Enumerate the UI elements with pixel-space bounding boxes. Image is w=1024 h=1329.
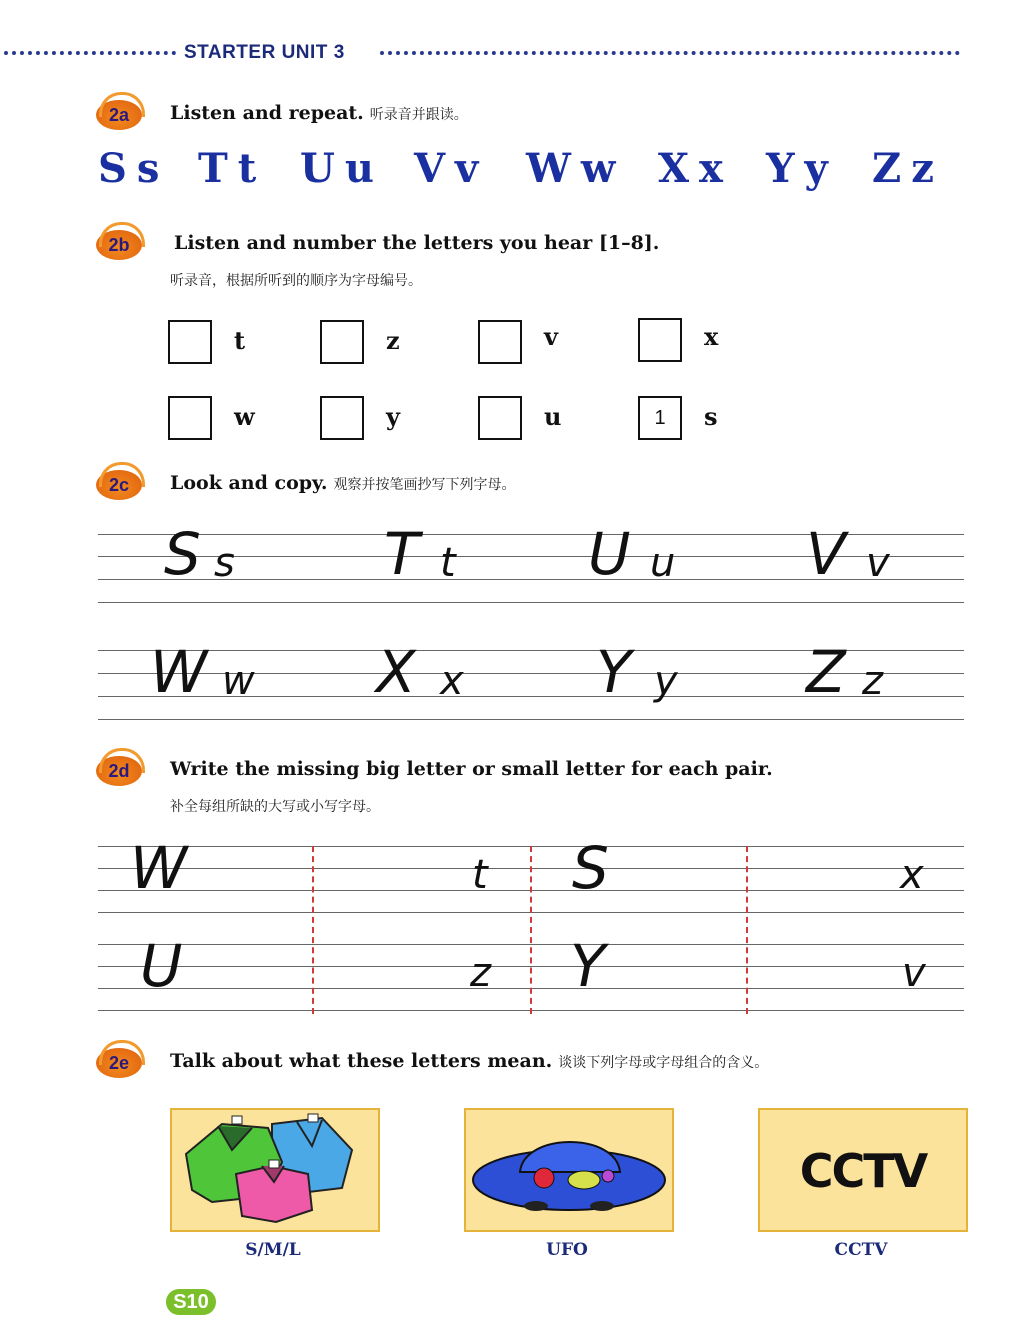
answer-box[interactable] [638,318,682,362]
answer-box[interactable] [478,396,522,440]
ufo-illustration [466,1110,672,1230]
cctv-picture [758,1108,968,1232]
answer-box[interactable] [320,320,364,364]
sweaters-picture [170,1108,380,1232]
sweaters-illustration [172,1110,378,1230]
given-letter: x [900,852,924,898]
letter-label: t [234,326,246,355]
alphabet-letter-tt: Tt [198,145,267,192]
given-letter: Y [570,932,606,1000]
page-number: S10 [166,1289,216,1315]
copy-letter-small: w [222,658,255,704]
caption-sml: S/M/L [245,1240,301,1260]
caption-ufo: UFO [546,1240,588,1260]
header-dots-right [380,51,960,55]
copy-letter-small: s [214,540,235,586]
unit-title: STARTER UNIT 3 [184,42,345,63]
cctv-logo: CCTV [799,1144,927,1198]
copy-letter-big: W [150,638,208,706]
alphabet-letter-zz: Zz [872,145,944,192]
instruction-2b: Listen and number the letters you hear [1–8]. [174,232,660,254]
letter-label: z [386,326,400,355]
instruction-2c [170,472,516,494]
given-letter: W [130,834,188,902]
instruction-2c-cn: 观察并按笔画抄写下列字母。 [333,477,516,493]
copy-letter-big: Y [596,638,632,706]
copy-letter-small: u [650,540,676,586]
alphabet-letter-xx: Xx [658,145,733,192]
answer-box[interactable] [168,320,212,364]
badge-2b: 2b [96,230,142,260]
ufo-picture [464,1108,674,1232]
copy-letter-small: x [440,658,464,704]
pair-divider [312,846,314,1014]
letter-label: u [544,402,562,431]
answer-box[interactable] [320,396,364,440]
instruction-2e [170,1050,768,1072]
badge-2c: 2c [96,470,142,500]
given-letter: S [572,834,609,902]
given-letter: v [902,950,926,996]
alphabet-letter-yy: Yy [766,145,838,192]
alphabet-letter-ss: Ss [98,145,170,192]
letter-label: s [704,402,718,431]
answer-box[interactable] [478,320,522,364]
alphabet-letter-vv: Vv [414,145,489,192]
given-letter: z [470,950,491,996]
instruction-2a [170,102,468,124]
alphabet-letter-uu: Uu [300,145,384,192]
copy-letter-big: V [806,520,846,588]
copy-letter-big: X [376,638,416,706]
instruction-2a-text: Listen and repeat. [170,102,364,124]
copy-letter-big: Z [806,638,846,706]
alphabet-letter-ww: Ww [526,145,626,192]
instruction-2a-cn: 听录音并跟读。 [369,107,468,123]
copy-letter-small: y [654,658,678,704]
copy-letter-small: t [440,540,456,586]
instruction-2d: Write the missing big letter or small letter for each pair. [170,758,773,780]
header-dots-left [4,51,176,55]
instruction-2b-cn: 听录音，根据所听到的顺序为字母编号。 [170,273,422,289]
given-letter: t [472,852,488,898]
letter-label: x [704,322,719,351]
copy-letter-big: U [588,520,631,588]
given-letter: U [140,932,183,1000]
answer-box[interactable] [168,396,212,440]
pair-divider [746,846,748,1014]
instruction-2e-text: Talk about what these letters mean. [170,1050,553,1072]
badge-2e: 2e [96,1048,142,1078]
caption-cctv: CCTV [834,1240,888,1260]
copy-letter-small: v [866,540,890,586]
badge-2d: 2d [96,756,142,786]
letter-label: y [386,402,400,431]
instruction-2c-text: Look and copy. [170,472,328,494]
copy-letter-big: T [384,520,420,588]
answer-box[interactable]: 1 [638,396,682,440]
letter-label: v [544,322,558,351]
instruction-2d-cn: 补全每组所缺的大写或小写字母。 [170,799,380,815]
pair-divider [530,846,532,1014]
letter-label: w [234,402,255,431]
copy-letter-big: S [164,520,201,588]
instruction-2e-cn: 谈谈下列字母或字母组合的含义。 [558,1055,769,1071]
badge-2a: 2a [96,100,142,130]
copy-letter-small: z [862,658,883,704]
